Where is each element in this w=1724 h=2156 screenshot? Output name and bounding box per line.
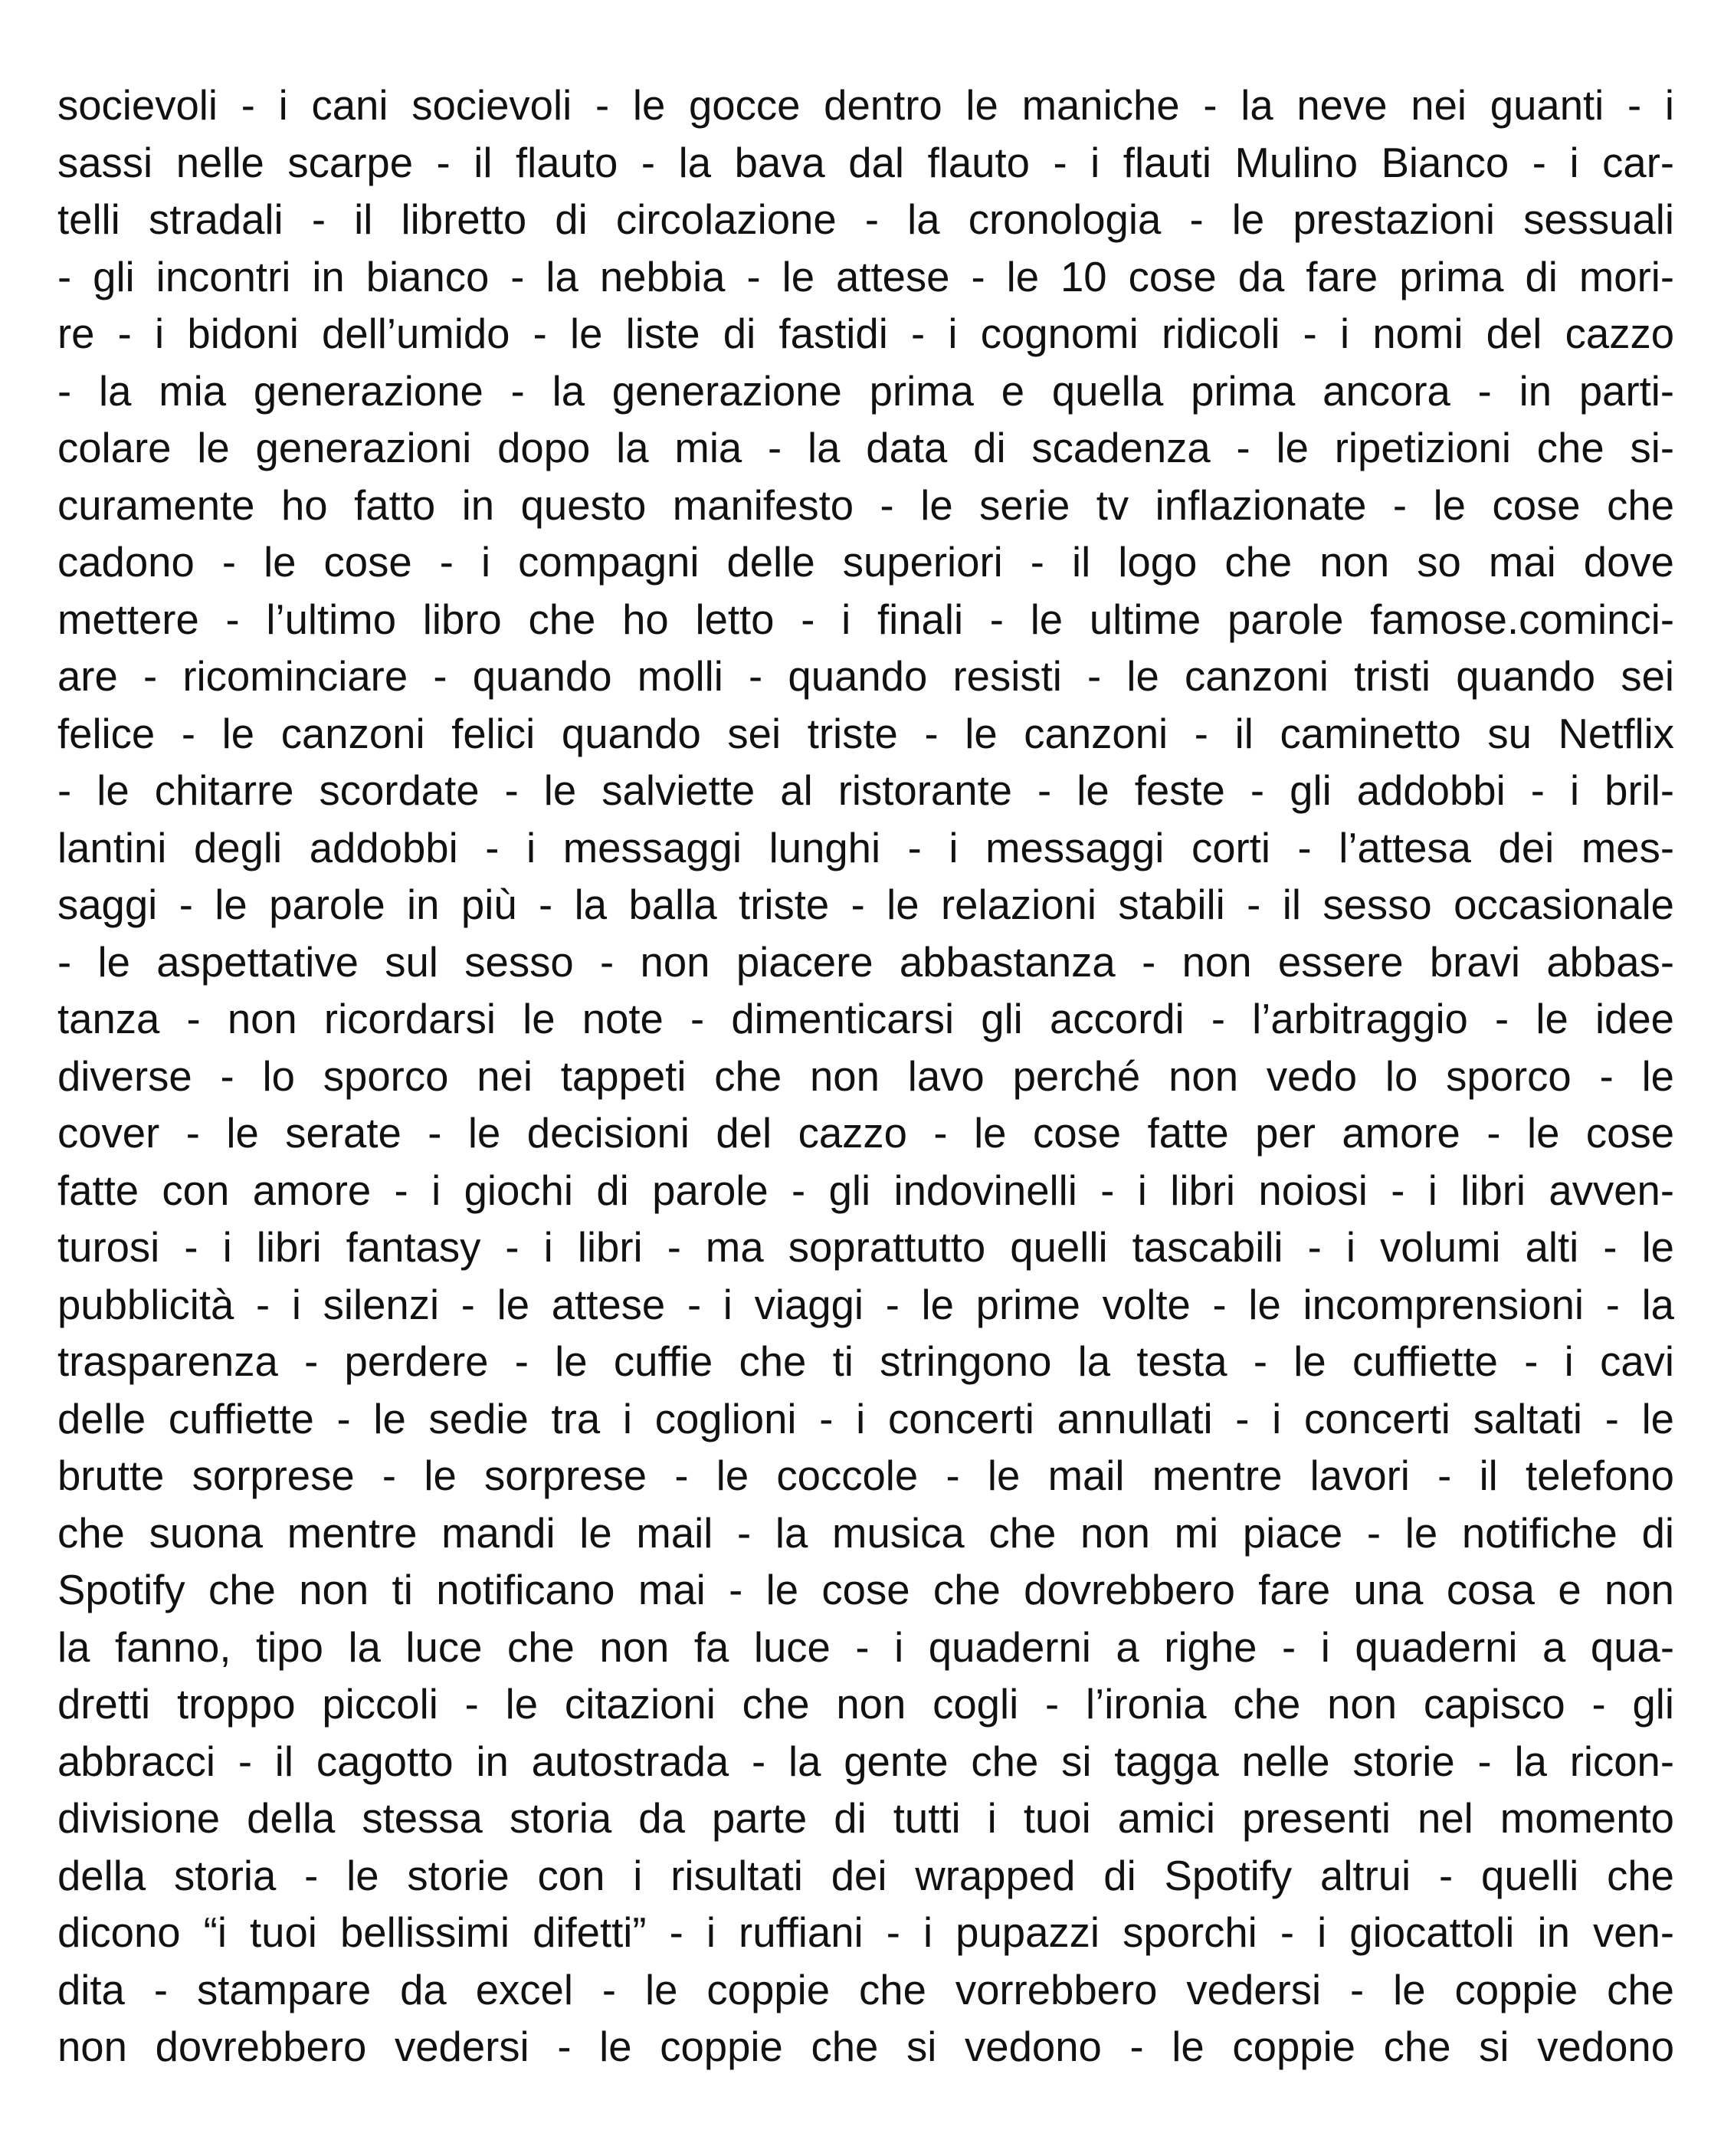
text-line: turosi - i libri fantasy - i libri - ma soprattutto quelli tascabili - i volumi alti - le xyxy=(57,1224,1674,1271)
text-line: mettere - l’ultimo libro che ho letto - i finali - le ultime parole famose.cominci- xyxy=(57,596,1674,643)
text-line: della storia - le storie con i risultati dei wrapped di Spotify altrui - quelli che xyxy=(57,1852,1674,1899)
text-line: pubblicità - i silenzi - le attese - i viaggi - le prime volte - le incomprensioni - la xyxy=(57,1281,1674,1328)
text-line: la fanno, tipo la luce che non fa luce - i quaderni a righe - i quaderni a qua- xyxy=(57,1623,1674,1671)
text-line: felice - le canzoni felici quando sei triste - le canzoni - il caminetto su Netflix xyxy=(57,710,1674,757)
text-line: tanza - non ricordarsi le note - dimenticarsi gli accordi - l’arbitraggio - le idee xyxy=(57,996,1674,1042)
text-line: dita - stampare da excel - le coppie che vorrebbero vedersi - le coppie che xyxy=(57,1966,1674,2013)
text-line: diverse - lo sporco nei tappeti che non lavo perché non vedo lo sporco - le xyxy=(57,1052,1674,1100)
manifesto-text xyxy=(57,77,1674,2076)
text-line: trasparenza - perdere - le cuffie che ti stringono la testa - le cuffiette - i cavi xyxy=(57,1338,1674,1385)
text-line: cover - le serate - le decisioni del cazzo - le cose fatte per amore - le cose xyxy=(57,1110,1674,1157)
text-line: colare le generazioni dopo la mia - la data di scadenza - le ripetizioni che si- xyxy=(57,425,1674,471)
text-line: che suona mentre mandi le mail - la musica che non mi piace - le notifiche di xyxy=(57,1509,1674,1557)
text-line: abbracci - il cagotto in autostrada - la gente che si tagga nelle storie - la ricon- xyxy=(57,1738,1674,1785)
text-line: fatte con amore - i giochi di parole - gli indovinelli - i libri noiosi - i libri avven- xyxy=(57,1167,1674,1214)
text-line: saggi - le parole in più - la balla triste - le relazioni stabili - il sesso occasionale xyxy=(57,881,1674,928)
text-line: - le aspettative sul sesso - non piacere abbastanza - non essere bravi abbas- xyxy=(57,938,1674,986)
text-line: cadono - le cose - i compagni delle superiori - il logo che non so mai dove xyxy=(57,539,1674,586)
text-line: telli stradali - il libretto di circolazione - la cronologia - le prestazioni sessuali xyxy=(57,196,1674,243)
text-line: lantini degli addobbi - i messaggi lunghi - i messaggi corti - l’attesa dei mes- xyxy=(57,824,1674,871)
text-line: dicono “i tuoi bellissimi difetti” - i ruffiani - i pupazzi sporchi - i giocattoli in ven- xyxy=(57,1909,1674,1956)
text-line: dretti troppo piccoli - le citazioni che non cogli - l’ironia che non capisco - gli xyxy=(57,1681,1674,1728)
text-line: delle cuffiette - le sedie tra i coglioni - i concerti annullati - i concerti saltati - le xyxy=(57,1395,1674,1442)
text-line: curamente ho fatto in questo manifesto - le serie tv inflazionate - le cose che xyxy=(57,481,1674,529)
text-line: re - i bidoni dell’umido - le liste di fastidi - i cognomi ridicoli - i nomi del cazzo xyxy=(57,310,1674,357)
text-line: sassi nelle scarpe - il flauto - la bava dal flauto - i flauti Mulino Bianco - i car- xyxy=(57,139,1674,186)
text-line: divisione della stessa storia da parte di tutti i tuoi amici presenti nel momento xyxy=(57,1795,1674,1842)
text-line: non dovrebbero vedersi - le coppie che si vedono - le coppie che si vedono xyxy=(57,2023,1674,2070)
text-line: - le chitarre scordate - le salviette al ristorante - le feste - gli addobbi - i bril- xyxy=(57,767,1674,814)
text-line: Spotify che non ti notificano mai - le cose che dovrebbero fare una cosa e non xyxy=(57,1567,1674,1613)
text-line: - la mia generazione - la generazione prima e quella prima ancora - in parti- xyxy=(57,367,1674,415)
text-line: brutte sorprese - le sorprese - le coccole - le mail mentre lavori - il telefono xyxy=(57,1452,1674,1499)
text-line: - gli incontri in bianco - la nebbia - le attese - le 10 cose da fare prima di mori- xyxy=(57,253,1674,300)
text-line: socievoli - i cani socievoli - le gocce dentro le maniche - la neve nei guanti - i xyxy=(57,82,1674,129)
text-line: are - ricominciare - quando molli - quando resisti - le canzoni tristi quando sei xyxy=(57,653,1674,700)
